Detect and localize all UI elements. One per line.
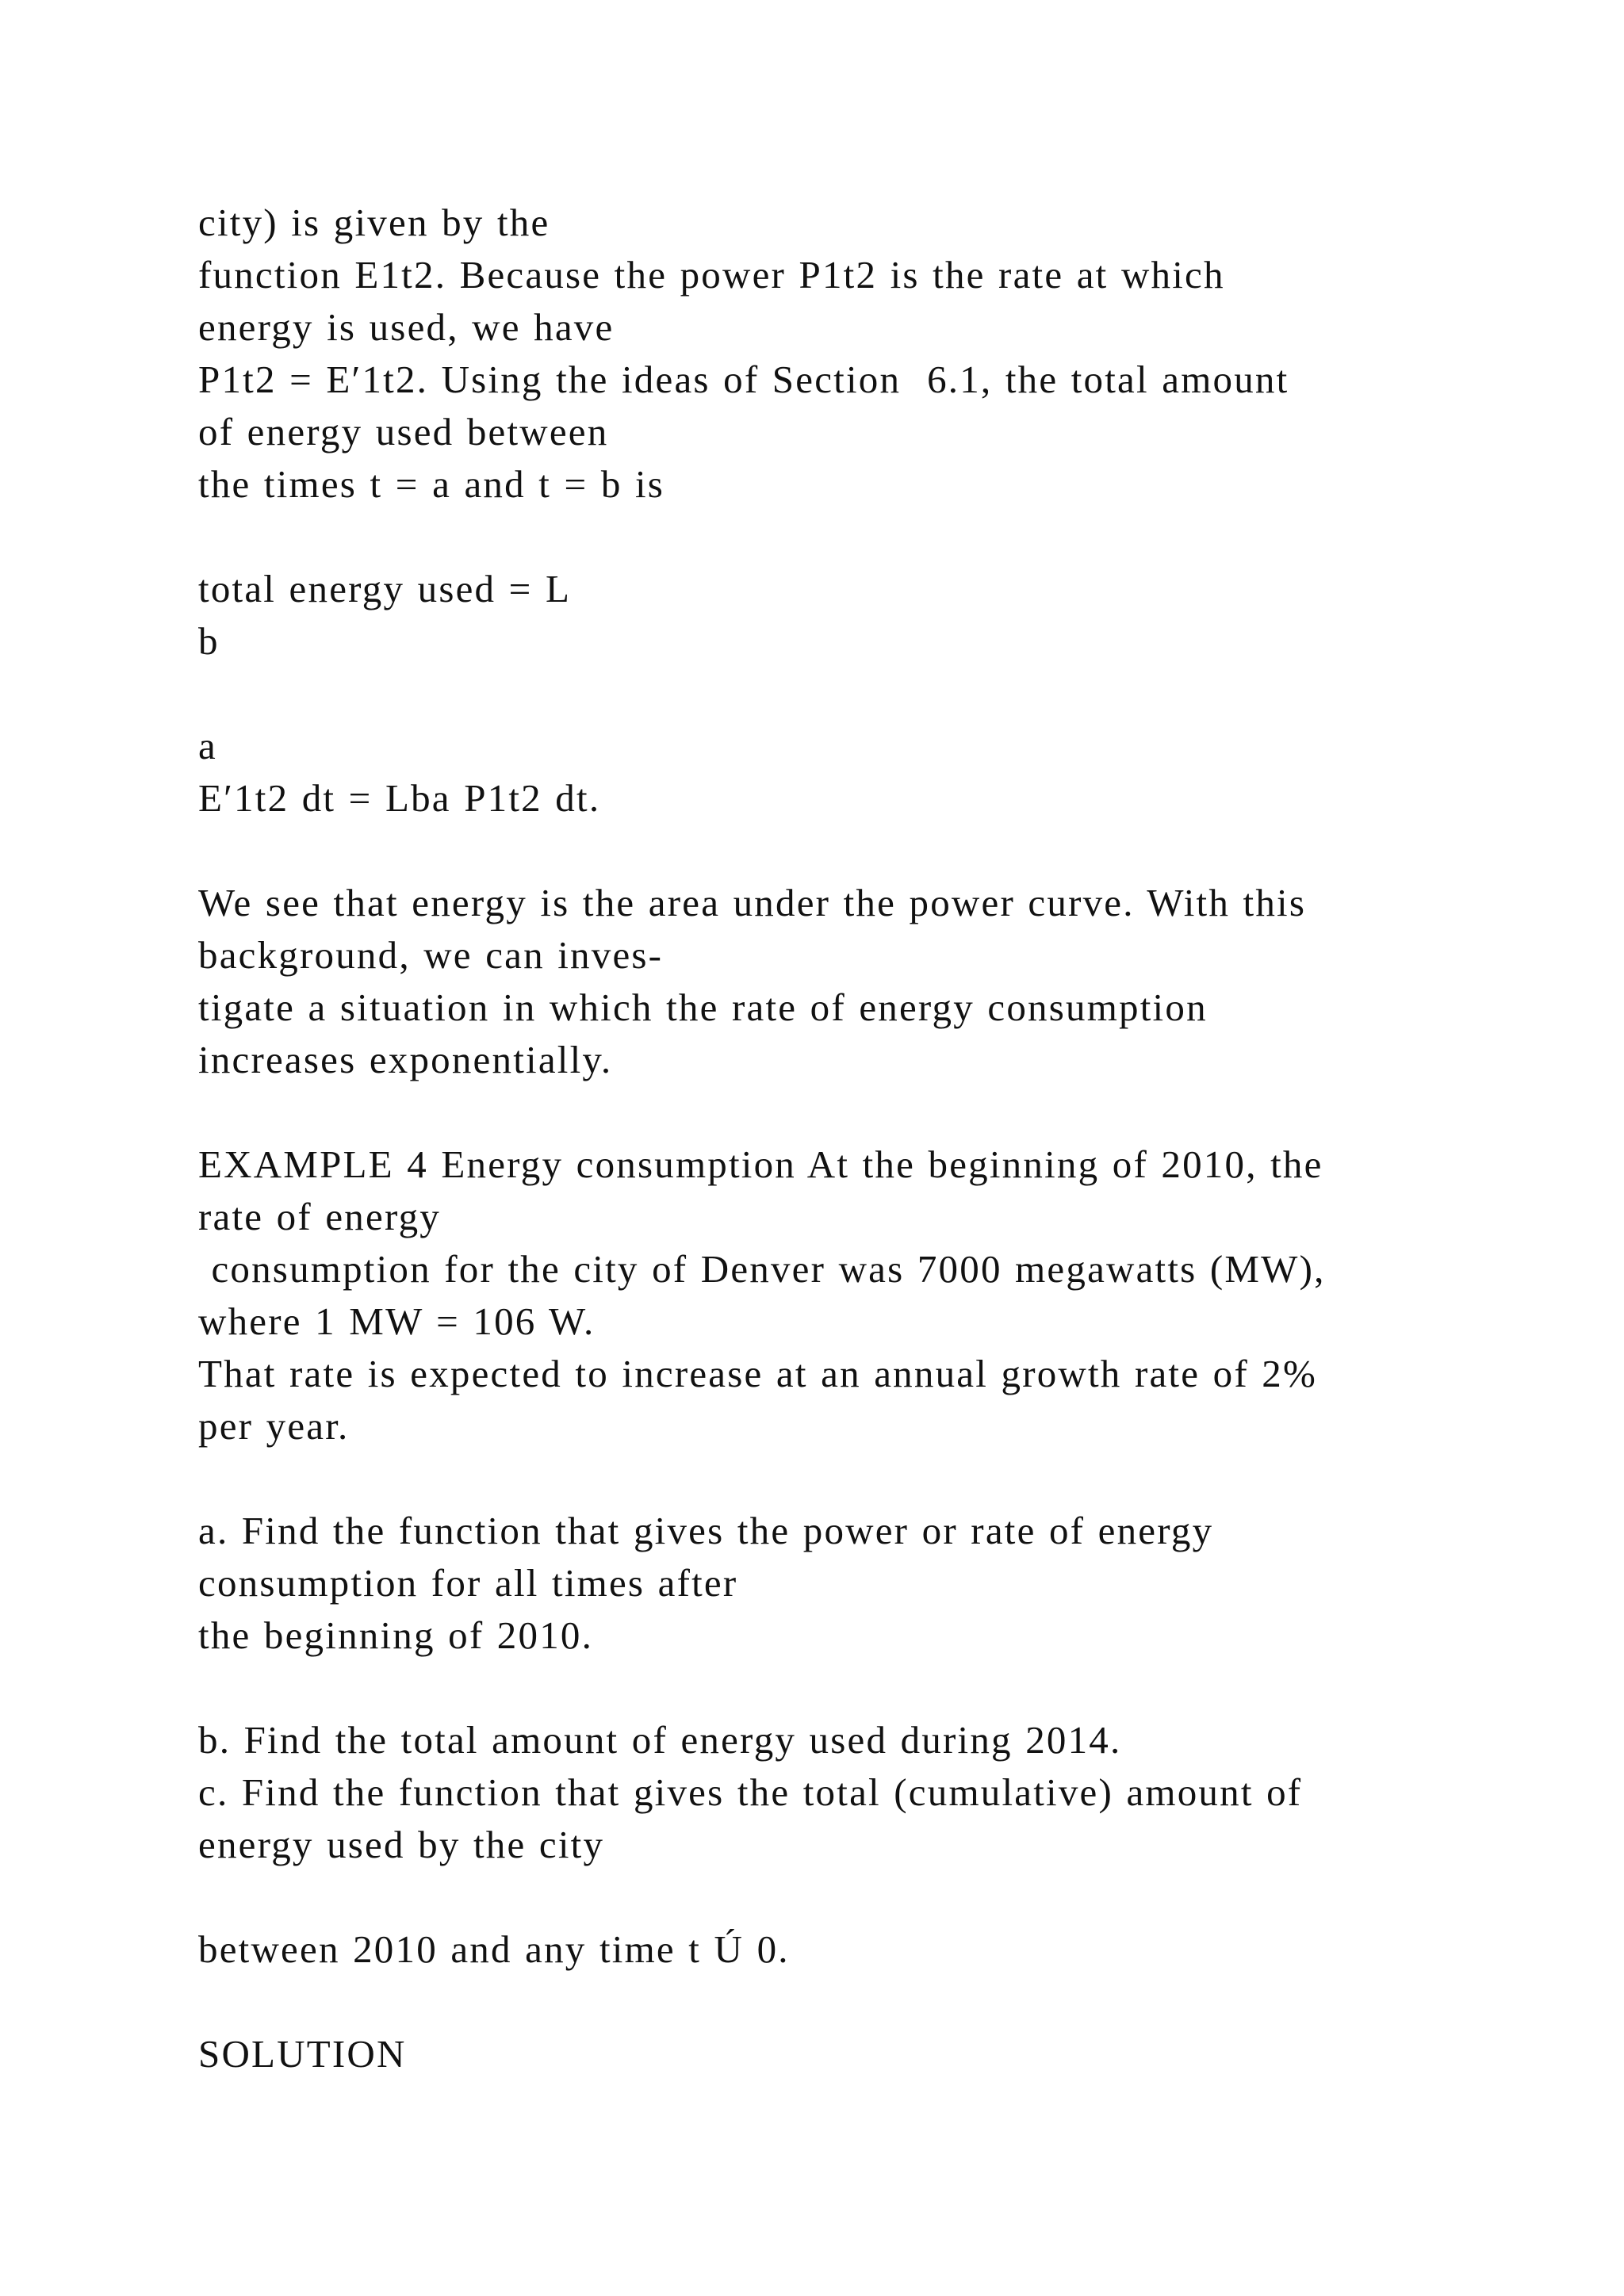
- text-line: where 1 MW = 106 W.: [198, 1299, 596, 1343]
- blank-line: [198, 1086, 1546, 1138]
- text-line: consumption for the city of Denver was 7000 megawatts (MW),: [198, 1247, 1326, 1291]
- text-line: energy is used, we have: [198, 305, 615, 349]
- text-line: function E1t2. Because the power P1t2 is the rate at which: [198, 253, 1225, 297]
- text-line: consumption for all times after: [198, 1561, 738, 1605]
- text-line: P1t2 = E′1t2. Using the ideas of Section 6.1, the total amount: [198, 358, 1289, 401]
- text-line: total energy used = L: [198, 567, 572, 610]
- text-line: background, we can inves-: [198, 933, 664, 977]
- document-body: [198, 197, 1546, 2080]
- text-line: E′1t2 dt = Lba P1t2 dt.: [198, 776, 601, 820]
- text-line: a: [198, 724, 217, 767]
- text-line: c. Find the function that gives the total (cumulative) amount of: [198, 1770, 1303, 1814]
- text-line: rate of energy: [198, 1195, 441, 1238]
- text-line: per year.: [198, 1404, 350, 1448]
- text-line: increases exponentially.: [198, 1038, 613, 1081]
- text-line: a. Find the function that gives the power or rate of energy: [198, 1509, 1214, 1552]
- blank-line: [198, 511, 1546, 563]
- text-line: We see that energy is the area under the power curve. With this: [198, 881, 1307, 924]
- text-line: the beginning of 2010.: [198, 1613, 594, 1657]
- text-line: That rate is expected to increase at an annual growth rate of 2%: [198, 1352, 1318, 1395]
- blank-line: [198, 1976, 1546, 2028]
- blank-line: [198, 668, 1546, 720]
- text-line: between 2010 and any time t Ú 0.: [198, 1927, 790, 1971]
- section-heading: SOLUTION: [198, 2032, 407, 2076]
- text-line: energy used by the city: [198, 1823, 605, 1866]
- text-line: the times t = a and t = b is: [198, 462, 665, 506]
- text-line: EXAMPLE 4 Energy consumption At the beginning of 2010, the: [198, 1142, 1323, 1186]
- blank-line: [198, 1871, 1546, 1923]
- text-line: b: [198, 619, 220, 663]
- blank-line: [198, 825, 1546, 877]
- text-line: of energy used between: [198, 410, 609, 453]
- text-line: tigate a situation in which the rate of energy consumption: [198, 985, 1208, 1029]
- blank-line: [198, 1452, 1546, 1505]
- text-line: city) is given by the: [198, 201, 550, 244]
- text-line: b. Find the total amount of energy used during 2014.: [198, 1718, 1122, 1762]
- blank-line: [198, 1662, 1546, 1714]
